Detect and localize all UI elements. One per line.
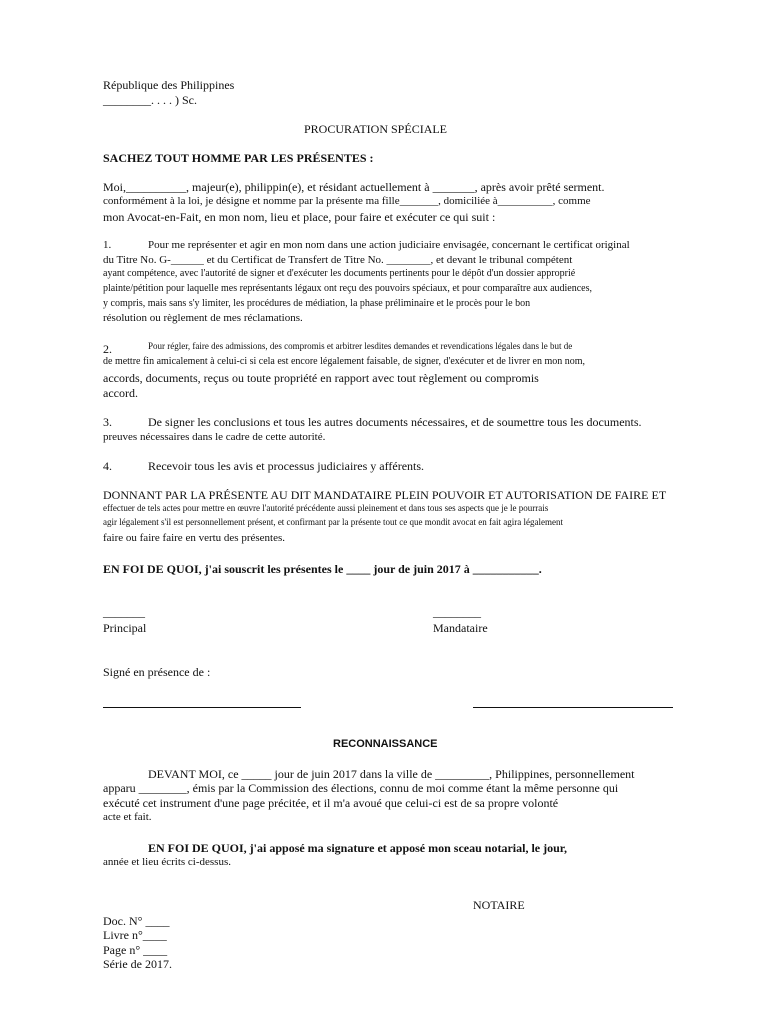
grant-line: effectuer de tels actes pour mettre en œuvre l'autorité précédente aussi pleinement et dans tous ses aspects que je le pourrais xyxy=(103,503,549,513)
grant-line: DONNANT PAR LA PRÉSENTE AU DIT MANDATAIRE PLEIN POUVOIR ET AUTORISATION DE FAIRE ET xyxy=(103,488,667,502)
principal-signature-line: _______ xyxy=(103,605,145,619)
item-line: preuves nécessaires dans le cadre de cette autorité. xyxy=(103,431,326,443)
witness-clause: EN FOI DE QUOI, j'ai souscrit les présentes le ____ jour de juin 2017 à ___________. xyxy=(103,562,542,576)
acknowledgment-line: DEVANT MOI, ce _____ jour de juin 2017 dans la ville de _________, Philippines, personnellement xyxy=(148,767,635,781)
grant-line: agir légalement s'il est personnellement présent, et confirmant par la présente tout ce que mondit avocat en fait agira légalement xyxy=(103,517,563,527)
agent-label: Mandataire xyxy=(433,621,488,635)
docket-page: Page n° ____ xyxy=(103,943,168,957)
docket-doc: Doc. N° ____ xyxy=(103,914,170,928)
item-line: plainte/pétition pour laquelle mes représentants légaux ont reçu des pouvoirs spéciaux, et pour comparaître aux audiences, xyxy=(103,283,592,294)
witness-signature-line-2 xyxy=(473,707,673,708)
intro-line: mon Avocat-en-Fait, en mon nom, lieu et place, pour faire et exécuter ce qui suit : xyxy=(103,210,496,224)
item-line: Recevoir tous les avis et processus judiciaires y afférents. xyxy=(148,459,425,473)
item-line: de mettre fin amicalement à celui-ci si cela est encore légalement faisable, de signer, d'exécuter et de livrer en mon nom, xyxy=(103,356,586,367)
item-line: du Titre No. G-______ et du Certificat de Transfert de Titre No. ________, et devant le tribunal compétent xyxy=(103,254,573,266)
grant-line: faire ou faire faire en vertu des présentes. xyxy=(103,532,286,544)
header-venue: ________. . . . ) Sc. xyxy=(103,93,197,107)
document-title: PROCURATION SPÉCIALE xyxy=(304,122,448,136)
witness-signature-line-1 xyxy=(103,707,301,708)
docket-livre: Livre n°____ xyxy=(103,928,167,942)
notary-label: NOTAIRE xyxy=(473,898,525,912)
item-line: Pour régler, faire des admissions, des compromis et arbitrer lesdites demandes et revendications légales dans le but de xyxy=(148,341,573,351)
seal-clause: année et lieu écrits ci-dessus. xyxy=(103,856,231,868)
docket-serie: Série de 2017. xyxy=(103,957,172,971)
principal-label: Principal xyxy=(103,621,147,635)
witness-heading: Signé en présence de : xyxy=(103,665,211,679)
item-number: 4. xyxy=(103,459,112,473)
item-line: Pour me représenter et agir en mon nom dans une action judiciaire envisagée, concernant le certificat original xyxy=(148,239,630,251)
seal-clause: EN FOI DE QUOI, j'ai apposé ma signature et apposé mon sceau notarial, le jour, xyxy=(148,841,568,855)
acknowledgment-title: RECONNAISSANCE xyxy=(333,738,438,750)
item-line: accords, documents, reçus ou toute propriété en rapport avec tout règlement ou compromis xyxy=(103,371,539,385)
item-number: 2. xyxy=(103,342,112,356)
item-line: ayant compétence, avec l'autorité de signer et d'exécuter les documents pertinents pour le dépôt d'un dossier approprié xyxy=(103,268,576,279)
intro-heading: SACHEZ TOUT HOMME PAR LES PRÉSENTES : xyxy=(103,151,374,165)
item-line: De signer les conclusions et tous les autres documents nécessaires, et de soumettre tous les documents. xyxy=(148,415,642,429)
acknowledgment-line: apparu ________, émis par la Commission des élections, connu de moi comme étant la même personne qui xyxy=(103,781,619,795)
item-number: 1. xyxy=(103,239,112,251)
item-line: accord. xyxy=(103,386,138,400)
header-country: République des Philippines xyxy=(103,78,235,92)
intro-line: Moi,__________, majeur(e), philippin(e), et résidant actuellement à _______, après avoir prêté serment. xyxy=(103,180,605,194)
agent-signature-line: ________ xyxy=(433,605,481,619)
intro-line: conformément à la loi, je désigne et nomme par la présente ma fille_______, domiciliée à__________, comme xyxy=(103,195,591,207)
acknowledgment-line: exécuté cet instrument d'une page précitée, et il m'a avoué que celui-ci est de sa propre volonté xyxy=(103,796,559,810)
item-line: y compris, mais sans s'y limiter, les procédures de médiation, la phase préliminaire et le procès pour le bon xyxy=(103,298,531,309)
item-line: résolution ou règlement de mes réclamations. xyxy=(103,312,303,324)
acknowledgment-line: acte et fait. xyxy=(103,811,152,823)
item-number: 3. xyxy=(103,415,112,429)
